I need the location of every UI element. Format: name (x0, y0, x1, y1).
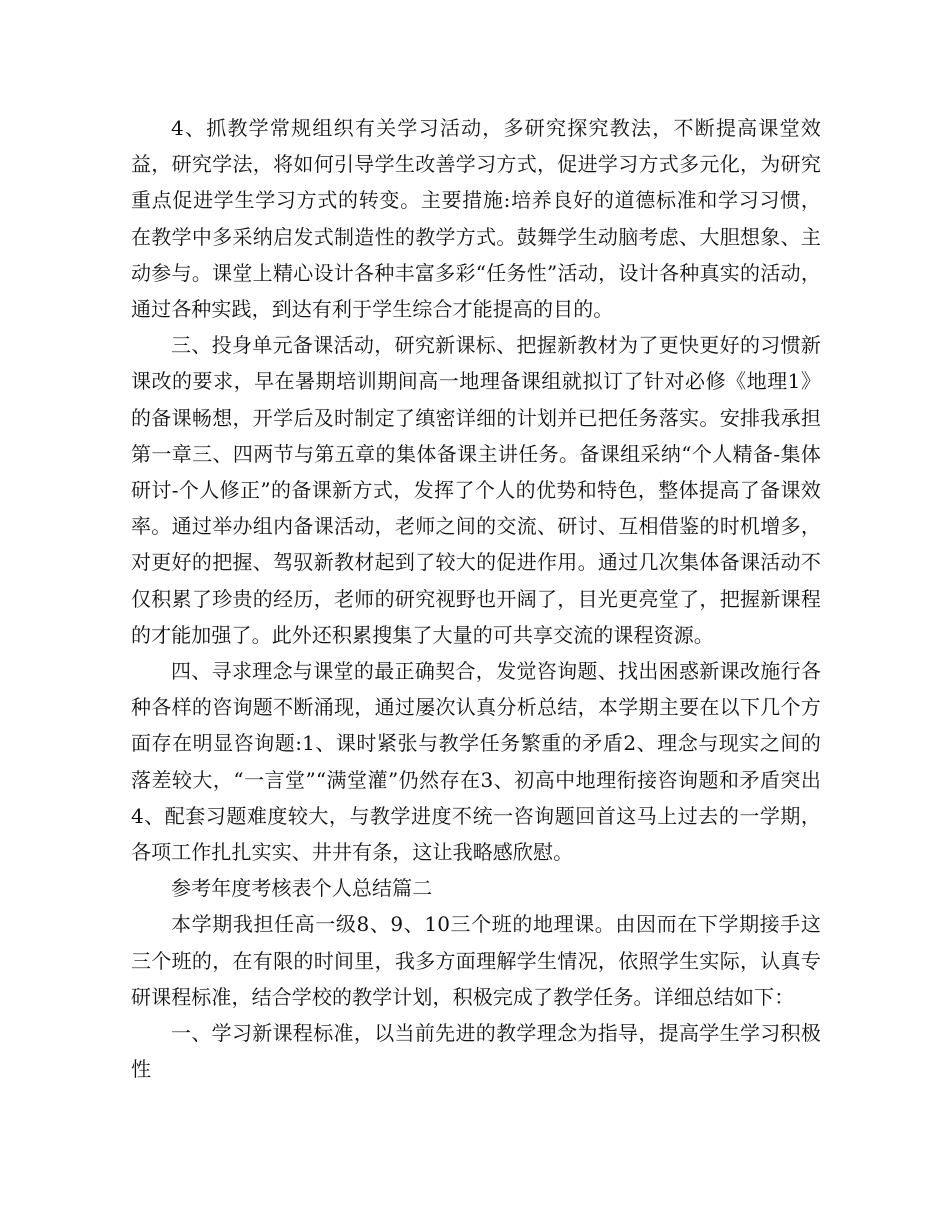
section-title-part-two: 参考年度考核表个人总结篇二 (171, 876, 433, 901)
document-body (131, 110, 821, 1087)
paragraph-problems-found: 四、寻求理念与课堂的最正确契合，发觉咨询题、找出困惑新课改施行各种各样的咨询题不断涌现，通过屡次认真分析总结，本学期主要在以下几个方面存在明显咨询题:1、课时紧张与教学任务繁重的矛盾2、理念与现实之间的落差较大，“一言堂”“满堂灌”仍然存在3、初高中地理衔接咨询题和矛盾突出4、配套习题难度较大，与教学进度不统一咨询题回首这马上过去的一学期，各项工作扎扎实实、井井有条，这让我略感欣慰。 (131, 659, 821, 865)
paragraph-new-curriculum: 一、学习新课程标准，以当前先进的教学理念为指导，提高学生学习积极性 (131, 1021, 821, 1082)
paragraph-semester-intro: 本学期我担任高一级8、9、10三个班的地理课。由因而在下学期接手这三个班的，在有限的时间里，我多方面理解学生情况，依照学生实际，认真专研课程标准，结合学校的教学计划，积极完成了教学任务。详细总结如下： (131, 912, 821, 1009)
paragraph-teaching-routine: 4、抓教学常规组织有关学习活动，多研究探究教法，不断提高课堂效益，研究学法，将如何引导学生改善学习方式，促进学习方式多元化，为研究重点促进学生学习方式的转变。主要措施:培养良好的道德标准和学习习惯，在教学中多采纳启发式制造性的教学方式。鼓舞学生动脑考虑、大胆想象、主动参与。课堂上精心设计各种丰富多彩“任务性”活动，设计各种真实的活动，通过各种实践，到达有利于学生综合才能提高的目的。 (131, 116, 821, 322)
paragraph-unit-lesson-prep: 三、投身单元备课活动，研究新课标、把握新教材为了更快更好的习惯新课改的要求，早在暑期培训期间高一地理备课组就拟订了针对必修《地理1》的备课畅想，开学后及时制定了缜密详细的计划并已把任务落实。安排我承担第一章三、四两节与第五章的集体备课主讲任务。备课组采纳“个人精备-集体研讨-个人修正”的备课新方式，发挥了个人的优势和特色，整体提高了备课效率。通过举办组内备课活动，老师之间的交流、研讨、互相借鉴的时机增多，对更好的把握、驾驭新教材起到了较大的促进作用。通过几次集体备课活动不仅积累了珍贵的经历，老师的研究视野也开阔了，目光更亮堂了，把握新课程的才能加强了。此外还积累搜集了大量的可共享交流的课程资源。 (131, 333, 821, 647)
